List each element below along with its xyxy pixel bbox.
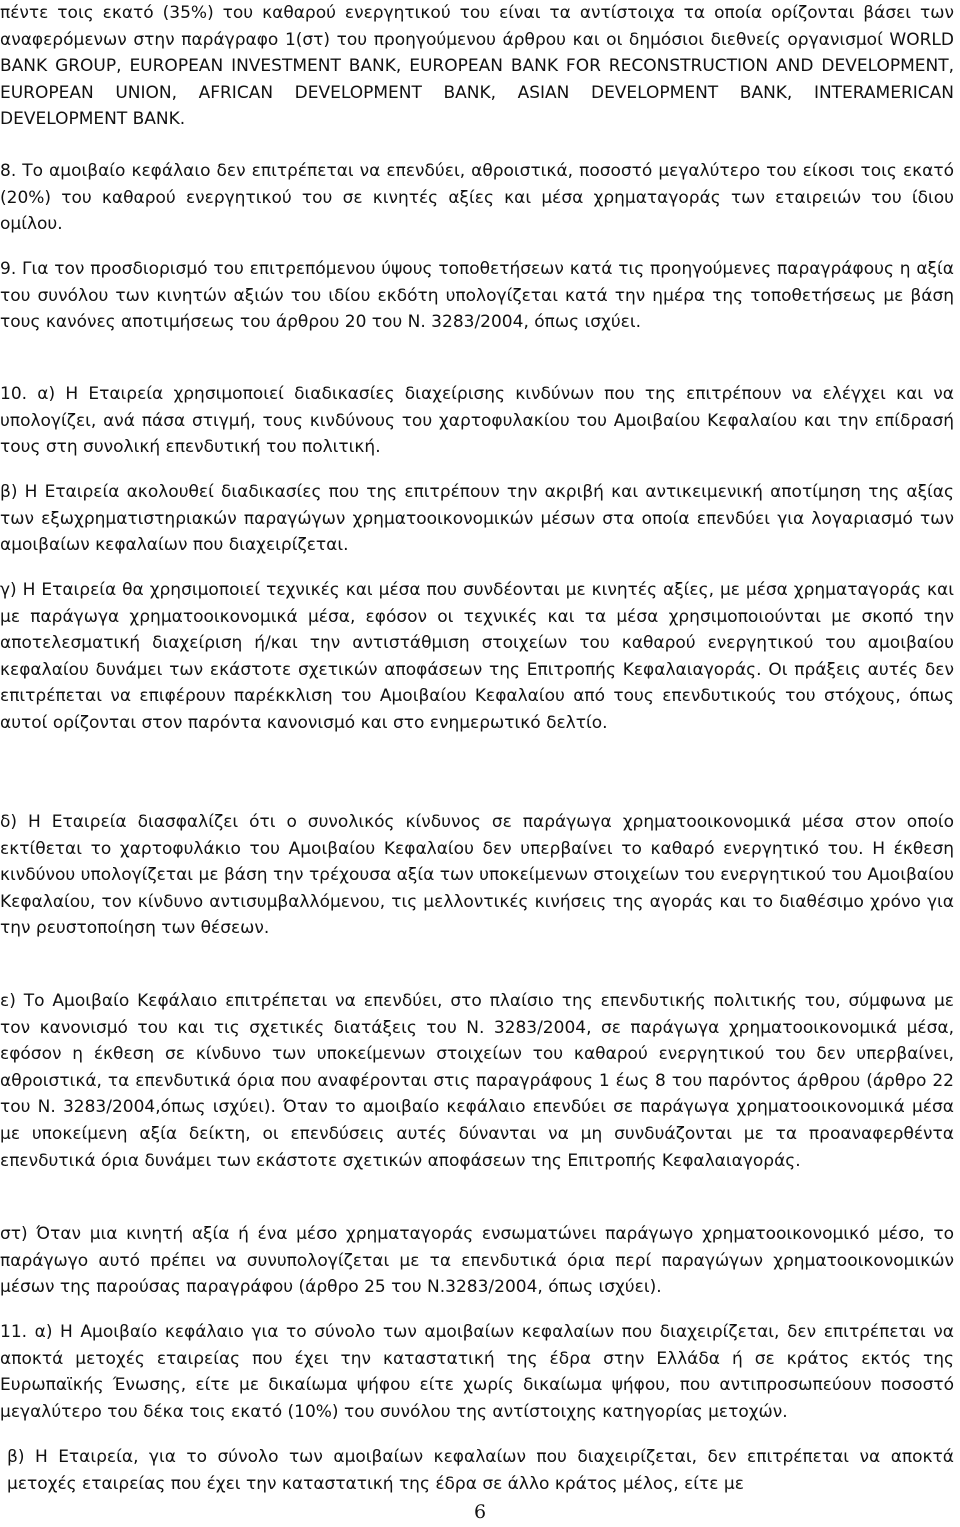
paragraph-7-continued: πέντε τοις εκατό (35%) του καθαρού ενεργητικού του είναι τα αντίστοιχα τα οποία ορίζονται βάσει των αναφερόμενων στην παράγραφο 1(στ) του προηγούμενου άρθρου και οι δημόσιοι διεθνείς οργανισμοί WORLD BANK GROUP, EUROPEAN INVESTMENT BANK, EUROPEAN BANK FOR RECONSTRUCTION AND DEVELOPMENT, EUROPEAN UNION, AFRICAN DEVELOPMENT BANK, ASIAN DEVELOPMENT BANK, INTERAMERICAN DEVELOPMENT BANK. xyxy=(0,3,954,130)
paragraph-8: 8. Το αμοιβαίο κεφάλαιο δεν επιτρέπεται να επενδύει, αθροιστικά, ποσοστό μεγαλύτερο του είκοσι τοις εκατό (20%) του καθαρού ενεργητικού του σε κινητές αξίες και μέσα χρηματαγοράς των εταιρειών του ίδιου ομίλου. xyxy=(0,161,954,235)
paragraph-10e: ε) Το Αμοιβαίο Κεφάλαιο επιτρέπεται να επενδύει, στο πλαίσιο της επενδυτικής πολιτικής του, σύμφωνα με τον κανονισμό του και τις σχετικές διατάξεις του Ν. 3283/2004, σε παράγωγα χρηματοοικονομικά μέσα, εφόσον η έκθεση σε κίνδυνο των υποκείμενων στοιχείων του καθαρού ενεργητικού του δεν υπερβαίνει, αθροιστικά, τα επενδυτικά όρια που αναφέρονται στις παραγράφους 1 έως 8 του παρόντος άρθρου (άρθρο 22 του Ν. 3283/2004,όπως ισχύει). Όταν το αμοιβαίο κεφάλαιο επενδύει σε παράγωγα χρηματοοικονομικά μέσα με υποκείμενη αξία δείκτη, οι επενδύσεις αυτές δύνανται να μη συνδυάζονται με τα προαναφερθέντα επενδυτικά όρια δυνάμει των εκάστοτε σχετικών αποφάσεων της Επιτροπής Κεφαλαιαγοράς. xyxy=(0,991,954,1171)
paragraph-10d: δ) Η Εταιρεία διασφαλίζει ότι ο συνολικός κίνδυνος σε παράγωγα χρηματοοικονομικά μέσα στον οποίο εκτίθεται το χαρτοφυλάκιο του Αμοιβαίου Κεφαλαίου δεν υπερβαίνει το καθαρό ενεργητικό του. Η έκθεση κινδύνου υπολογίζεται με βάση την τρέχουσα αξία των υποκείμενων στοιχείων του ενεργητικού του Αμοιβαίου Κεφαλαίου, τον κίνδυνο αντισυμβαλλόμενου, τις μελλοντικές κινήσεις της αγοράς και το διαθέσιμο χρόνο για την ρευστοποίηση των θέσεων. xyxy=(0,812,954,939)
paragraph-10a: 10. α) Η Εταιρεία χρησιμοποιεί διαδικασίες διαχείρισης κινδύνων που της επιτρέπουν να ελέγχει και να υπολογίζει, ανά πάσα στιγμή, τους κινδύνους του χαρτοφυλακίου του Αμοιβαίου Κεφαλαίου και την επίδρασή τους στη συνολική επενδυτική του πολιτική. xyxy=(0,384,954,458)
paragraph-10f: στ) Όταν μια κινητή αξία ή ένα μέσο χρηματαγοράς ενσωματώνει παράγωγο χρηματοοικονομικό μέσο, το παράγωγο αυτό πρέπει να συνυπολογίζεται με τα επενδυτικά όρια περί παραγώγων χρηματοοικονομικών μέσων της παρούσας παραγράφου (άρθρο 25 του Ν.3283/2004, όπως ισχύει). xyxy=(0,1224,954,1298)
paragraph-9: 9. Για τον προσδιορισμό του επιτρεπόμενου ύψους τοποθετήσεων κατά τις προηγούμενες παραγράφους η αξία του συνόλου των κινητών αξιών του ιδίου εκδότη υπολογίζεται κατά την ημέρα της τοποθετήσεως με βάση τους κανόνες αποτιμήσεως του άρθρου 20 του Ν. 3283/2004, όπως ισχύει. xyxy=(0,259,954,333)
paragraph-11b: β) Η Εταιρεία, για το σύνολο των αμοιβαίων κεφαλαίων που διαχειρίζεται, δεν επιτρέπεται να αποκτά μετοχές εταιρείας που έχει την καταστατική της έδρα σε άλλο κράτος μέλος, είτε με xyxy=(7,1447,954,1494)
paragraph-11a: 11. α) Η Αμοιβαίο κεφάλαιο για το σύνολο των αμοιβαίων κεφαλαίων που διαχειρίζεται, δεν επιτρέπεται να αποκτά μετοχές εταιρείας που έχει την καταστατική της έδρα στην Ελλάδα ή σε κράτος εκτός της Ευρωπαϊκής Ένωσης, είτε με δικαίωμα ψήφου είτε χωρίς δικαίωμα ψήφου, που αντιπροσωπεύουν ποσοστό μεγαλύτερο του δέκα τοις εκατό (10%) του συνόλου της αντίστοιχης κατηγορίας μετοχών. xyxy=(0,1322,954,1422)
paragraph-10c: γ) Η Εταιρεία θα χρησιμοποιεί τεχνικές και μέσα που συνδέονται με κινητές αξίες, με μέσα χρηματαγοράς και με παράγωγα χρηματοοικονομικά μέσα, εφόσον οι τεχνικές και τα μέσα χρησιμοποιούνται με σκοπό την αποτελεσματική διαχείριση ή/και την αντιστάθμιση στοιχείων του καθαρού ενεργητικού του αμοιβαίου κεφαλαίου δυνάμει των εκάστοτε σχετικών αποφάσεων της Επιτροπής Κεφαλαιαγοράς. Οι πράξεις αυτές δεν επιτρέπεται να επιφέρουν παρέκκλιση του Αμοιβαίου Κεφαλαίου από τους επενδυτικούς του στόχους, όπως αυτοί ορίζονται στον παρόντα κανονισμό και στο ενημερωτικό δελτίο. xyxy=(0,580,954,733)
page-number: 6 xyxy=(473,1501,487,1523)
paragraph-10b: β) Η Εταιρεία ακολουθεί διαδικασίες που της επιτρέπουν την ακριβή και αντικειμενική αποτίμηση της αξίας των εξωχρηματιστηριακών παραγώγων χρηματοοικονομικών μέσων στα οποία επενδύει για λογαριασμό των αμοιβαίων κεφαλαίων που διαχειρίζεται. xyxy=(0,482,954,556)
